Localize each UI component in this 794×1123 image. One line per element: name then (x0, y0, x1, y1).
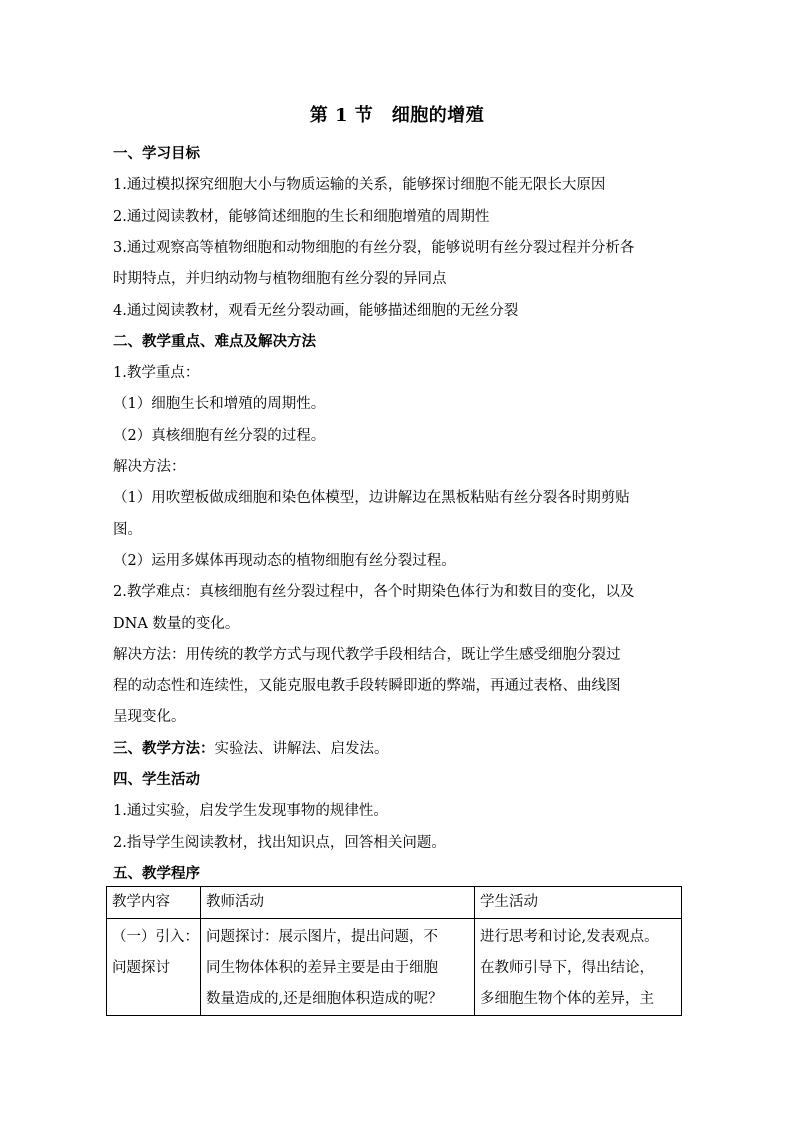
table-cell-student (475, 919, 682, 1016)
line-text: 呈现变化。 (113, 709, 186, 726)
section-heading (113, 143, 683, 165)
body-line (113, 237, 683, 259)
line-text-rest: 实验法、讲解法、启发法。 (214, 740, 389, 757)
cell-line: 多细胞生物个体的差异，主 (480, 991, 654, 1007)
body-line (113, 581, 683, 603)
cell-line: 进行思考和讨论,发表观点。 (480, 929, 659, 945)
line-text: 解决方法： (113, 459, 186, 475)
body-line (113, 268, 683, 290)
line-text: （2）真核细胞有丝分裂的过程。 (113, 427, 326, 444)
teaching-program-table (106, 886, 682, 1016)
table-header-cell: 教师活动 (201, 887, 475, 919)
section-heading (113, 738, 683, 760)
page-title: 第 1 节 细胞的增殖 (309, 105, 485, 126)
line-text: 四、学生活动 (113, 771, 200, 788)
body-line (113, 613, 683, 635)
body-line (113, 300, 683, 322)
table-cell-content (107, 919, 201, 1016)
table-header-cell: 学生活动 (475, 887, 682, 919)
body-line (113, 362, 683, 384)
body-line (113, 706, 683, 728)
body-line (113, 206, 683, 228)
line-text: 一、学习目标 (113, 145, 200, 162)
line-text: 2.通过阅读教材，能够简述细胞的生长和细胞增殖的周期性 (113, 208, 490, 225)
line-text: 1.通过模拟探究细胞大小与物质运输的关系，能够探讨细胞不能无限长大原因 (113, 177, 606, 194)
line-text: 1.通过实验，启发学生发现事物的规律性。 (113, 803, 388, 820)
body-line (113, 487, 683, 509)
cell-line: 问题探讨 (112, 960, 170, 976)
table-row (107, 919, 682, 1016)
body-line (113, 174, 683, 196)
line-text: 时期特点，并归纳动物与植物细胞有丝分裂的异同点 (113, 271, 447, 288)
table-header-row (107, 887, 682, 919)
body-line (113, 832, 683, 854)
line-text: DNA 数量的变化。 (113, 615, 240, 632)
body-line (113, 393, 683, 415)
cell-line: 问题探讨：展示图片，提出问题，不 (206, 929, 438, 945)
section-heading (113, 331, 683, 353)
line-text: 图。 (113, 521, 142, 538)
body-line (113, 644, 683, 666)
line-text: 程的动态性和连续性，又能克服电教手段转瞬即逝的弊端，再通过表格、曲线图 (113, 678, 621, 695)
table-header-cell: 教学内容 (107, 887, 201, 919)
line-text: 4.通过阅读教材，观看无丝分裂动画，能够描述细胞的无丝分裂 (113, 302, 519, 319)
cell-line: 同生物体体积的差异主要是由于细胞 (206, 960, 438, 976)
cell-line: 数量造成的,还是细胞体积造成的呢？ (206, 991, 443, 1007)
line-text: 2.指导学生阅读教材，找出知识点，回答相关问题。 (113, 834, 446, 851)
line-text: 3.通过观察高等植物细胞和动物细胞的有丝分裂，能够说明有丝分裂过程并分析各 (113, 239, 635, 256)
line-text: 二、教学重点、难点及解决方法 (113, 332, 316, 350)
line-text: （1）用吹塑板做成细胞和染色体模型，边讲解边在黑板粘贴有丝分裂各时期剪贴 (113, 490, 630, 507)
body-line (113, 456, 683, 478)
line-text: （1）细胞生长和增殖的周期性。 (113, 396, 326, 413)
line-text: （2）运用多媒体再现动态的植物细胞有丝分裂过程。 (113, 552, 456, 569)
table-cell-teacher (201, 919, 475, 1016)
line-text: 2.教学难点：真核细胞有丝分裂过程中，各个时期染色体行为和数目的变化，以及 (113, 584, 635, 601)
line-text: 三、教学方法： (113, 739, 215, 757)
section-heading (113, 769, 683, 791)
line-text: 五、教学程序 (113, 864, 200, 882)
body-line (113, 675, 683, 697)
cell-line: 在教师引导下，得出结论， (480, 960, 654, 976)
section-heading (113, 863, 683, 885)
body-line (113, 425, 683, 447)
body-line (113, 800, 683, 822)
line-text: 解决方法：用传统的教学方式与现代教学手段相结合，既让学生感受细胞分裂过 (113, 646, 621, 663)
body-line (113, 550, 683, 572)
line-text: 1.教学重点： (113, 365, 200, 382)
cell-line: （一）引入： (112, 929, 199, 945)
body-line (113, 519, 683, 541)
